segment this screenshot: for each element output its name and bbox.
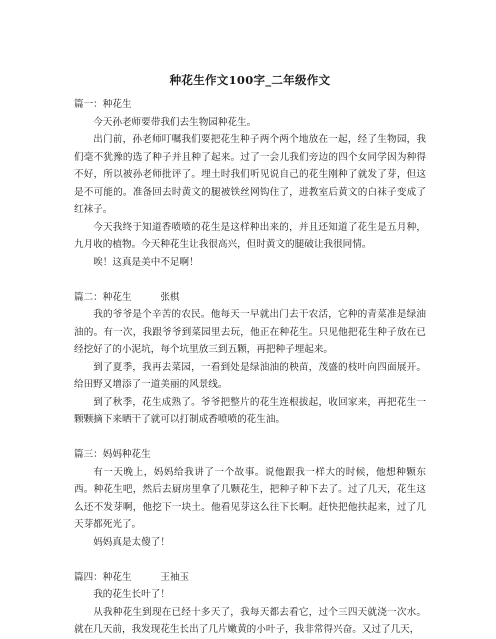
section-2 — [74, 289, 426, 429]
document-page — [74, 70, 426, 639]
section-spacer — [74, 271, 426, 289]
paragraph: 到了夏季，我再去菜园，一看到处是绿油油的秧苗，茂盛的枝叶向四面展开。给田野又增添了一道美丽的风景线。 — [74, 361, 426, 390]
section-spacer — [74, 429, 426, 447]
paragraph: 到了秋季，花生成熟了。爷爷把整片的花生连根拔起，收回家来，再把花生一颗颗摘下来晒干了就可以打制成香喷喷的花生油。 — [74, 396, 426, 425]
paragraph: 有一天晚上，妈妈给我讲了一个故事。说他跟我一样大的时候，他想种颗东西。种花生吧，然后去厨房里拿了几颗花生，把种子种下去了。过了几天，花生这么还不发芽啊，他挖下一块土。他看见芽这么往下长啊。赶快把他扶起来，过了几天芽都死光了。 — [74, 466, 426, 530]
section-heading: 篇一：种花生 — [74, 99, 132, 110]
paragraph: 今天我终于知道香喷喷的花生是这样种出来的，并且还知道了花生是五月种，九月收的植物。今天种花生让我很高兴，但时黄文的腿破让我很同情。 — [74, 221, 426, 250]
paragraph: 出门前，孙老师叮嘱我们要把花生种子两个两个地放在一起，经了生物园，我们毫不犹豫的选了种子并且种了起来。过了一会儿我们旁边的四个女同学因为种得不好，所以被孙老师批评了。埋土时我们听见说自己的花生刚种了就发了芽，但这是不可能的。准备回去时黄文的腿被铁丝网钩住了，进教室后黄文的白袜子变成了红袜子。 — [74, 134, 426, 215]
paragraph: 我的爷爷是个辛苦的农民。他每天一早就出门去干农活，它种的青菜准是绿油油的。有一次，我跟爷爷到菜园里去玩，他正在种花生。只见他把花生种子放在已经挖好了的小泥坑，每个坑里放三到五颗，再把种子埋起来。 — [74, 309, 426, 355]
section-4 — [74, 569, 426, 639]
section-heading: 篇二：种花生 张棋 — [74, 291, 180, 303]
section-3 — [74, 446, 426, 551]
document-title: 种花生作文100字_二年级作文 — [169, 73, 331, 87]
section-1 — [74, 96, 426, 271]
section-heading: 篇四：种花生 王袖玉 — [74, 571, 190, 583]
paragraph: 从我种花生到现在已经十多天了，我每天都去看它，过个三四天就浇一次水。就在几天前，我发现花生长出了几片嫩黄的小叶子，我非常得兴奋。又过了几天， — [74, 606, 426, 635]
section-spacer — [74, 551, 426, 569]
paragraph: 我的花生长叶了！ — [93, 589, 170, 600]
paragraph: 妈妈真是太傻了！ — [93, 536, 170, 548]
section-heading: 篇三：妈妈种花生 — [74, 449, 151, 460]
paragraph: 唉！这真是美中不足啊！ — [93, 256, 199, 268]
paragraph: 今天孙老师要带我们去生物园种花生。 — [93, 116, 257, 128]
